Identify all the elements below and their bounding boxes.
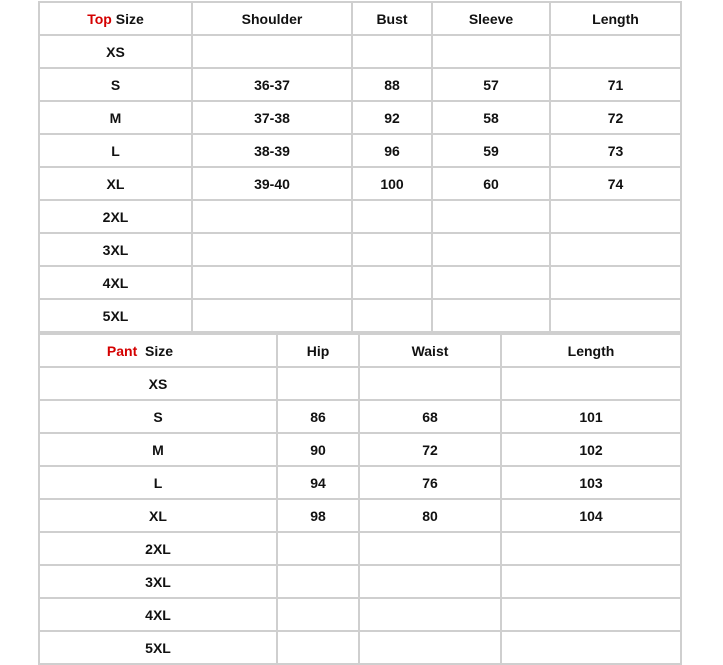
top-bust-cell: [352, 35, 432, 68]
table-row: [39, 532, 681, 565]
table-row: [39, 68, 681, 101]
pant-length-cell: 101: [501, 400, 681, 433]
table-row: [39, 167, 681, 200]
top-size-cell: XS: [39, 35, 192, 68]
top-column-header: Bust: [352, 2, 432, 35]
table-row: [39, 101, 681, 134]
top-sleeve-cell: 57: [432, 68, 550, 101]
pant-size-label: Size: [137, 342, 174, 359]
pant-waist-cell: [359, 532, 501, 565]
top-size-cell: 5XL: [39, 299, 192, 332]
table-row: [39, 233, 681, 266]
pant-waist-cell: [359, 631, 501, 664]
top-bust-cell: [352, 299, 432, 332]
pant-hip-cell: 94: [277, 466, 359, 499]
top-length-cell: [550, 233, 681, 266]
top-bust-cell: 88: [352, 68, 432, 101]
pant-column-header: Waist: [359, 334, 501, 367]
table-row: [39, 266, 681, 299]
top-size-cell: 4XL: [39, 266, 192, 299]
pant-hip-cell: [277, 367, 359, 400]
pant-size-cell: 2XL: [39, 532, 277, 565]
pant-waist-cell: [359, 598, 501, 631]
table-row: [39, 400, 681, 433]
pant-header-row: [39, 334, 681, 367]
pant-size-cell: L: [39, 466, 277, 499]
pant-column-header: Length: [501, 334, 681, 367]
top-sleeve-cell: 60: [432, 167, 550, 200]
pant-length-cell: [501, 565, 681, 598]
top-bust-cell: [352, 266, 432, 299]
top-column-header: Length: [550, 2, 681, 35]
top-sleeve-cell: [432, 299, 550, 332]
pant-size-header: [39, 334, 277, 367]
pant-hip-cell: 98: [277, 499, 359, 532]
pant-size-cell: 3XL: [39, 565, 277, 598]
table-row: [39, 598, 681, 631]
table-row: [39, 631, 681, 664]
top-size-table: [38, 1, 682, 333]
pant-size-cell: 4XL: [39, 598, 277, 631]
top-sleeve-cell: [432, 266, 550, 299]
pant-column-header: Hip: [277, 334, 359, 367]
top-length-cell: [550, 35, 681, 68]
top-accent-label: Top: [87, 10, 112, 27]
top-length-cell: 74: [550, 167, 681, 200]
pant-hip-cell: 90: [277, 433, 359, 466]
top-bust-cell: 92: [352, 101, 432, 134]
table-row: [39, 200, 681, 233]
pant-waist-cell: 68: [359, 400, 501, 433]
table-row: [39, 299, 681, 332]
pant-length-cell: 103: [501, 466, 681, 499]
top-shoulder-cell: [192, 299, 352, 332]
pant-size-cell: M: [39, 433, 277, 466]
pant-size-cell: S: [39, 400, 277, 433]
top-shoulder-cell: [192, 200, 352, 233]
pant-length-cell: [501, 367, 681, 400]
top-length-cell: [550, 200, 681, 233]
top-column-header: Shoulder: [192, 2, 352, 35]
top-length-cell: [550, 299, 681, 332]
top-length-cell: 72: [550, 101, 681, 134]
table-row: [39, 565, 681, 598]
pant-hip-cell: [277, 532, 359, 565]
top-size-cell: M: [39, 101, 192, 134]
pant-hip-cell: [277, 565, 359, 598]
pant-waist-cell: [359, 565, 501, 598]
top-shoulder-cell: 37-38: [192, 101, 352, 134]
top-sleeve-cell: 58: [432, 101, 550, 134]
pant-size-cell: XS: [39, 367, 277, 400]
top-shoulder-cell: 38-39: [192, 134, 352, 167]
top-size-cell: L: [39, 134, 192, 167]
pant-size-cell: XL: [39, 499, 277, 532]
top-column-header: Sleeve: [432, 2, 550, 35]
pant-size-cell: 5XL: [39, 631, 277, 664]
top-bust-cell: 100: [352, 167, 432, 200]
top-shoulder-cell: [192, 233, 352, 266]
top-shoulder-cell: [192, 266, 352, 299]
top-size-cell: S: [39, 68, 192, 101]
top-sleeve-cell: [432, 233, 550, 266]
pant-hip-cell: 86: [277, 400, 359, 433]
table-row: [39, 499, 681, 532]
top-length-cell: 71: [550, 68, 681, 101]
pant-waist-cell: [359, 367, 501, 400]
top-sleeve-cell: 59: [432, 134, 550, 167]
table-row: [39, 134, 681, 167]
top-length-cell: 73: [550, 134, 681, 167]
pant-waist-cell: 72: [359, 433, 501, 466]
pant-hip-cell: [277, 598, 359, 631]
table-row: [39, 433, 681, 466]
top-size-cell: 2XL: [39, 200, 192, 233]
top-sleeve-cell: [432, 200, 550, 233]
pant-length-cell: [501, 532, 681, 565]
table-row: [39, 35, 681, 68]
top-sleeve-cell: [432, 35, 550, 68]
top-shoulder-cell: [192, 35, 352, 68]
pant-size-table: [38, 333, 682, 665]
top-size-cell: 3XL: [39, 233, 192, 266]
top-size-cell: XL: [39, 167, 192, 200]
pant-length-cell: [501, 631, 681, 664]
pant-accent-label: Pant: [106, 342, 138, 359]
top-shoulder-cell: 39-40: [192, 167, 352, 200]
table-row: [39, 466, 681, 499]
top-length-cell: [550, 266, 681, 299]
top-header-row: [39, 2, 681, 35]
pant-length-cell: 102: [501, 433, 681, 466]
pant-length-cell: 104: [501, 499, 681, 532]
top-bust-cell: [352, 233, 432, 266]
top-size-header: [39, 2, 192, 35]
top-bust-cell: [352, 200, 432, 233]
top-size-label: Size: [111, 10, 144, 27]
top-bust-cell: 96: [352, 134, 432, 167]
pant-hip-cell: [277, 631, 359, 664]
pant-waist-cell: 80: [359, 499, 501, 532]
top-shoulder-cell: 36-37: [192, 68, 352, 101]
pant-waist-cell: 76: [359, 466, 501, 499]
pant-length-cell: [501, 598, 681, 631]
table-row: [39, 367, 681, 400]
